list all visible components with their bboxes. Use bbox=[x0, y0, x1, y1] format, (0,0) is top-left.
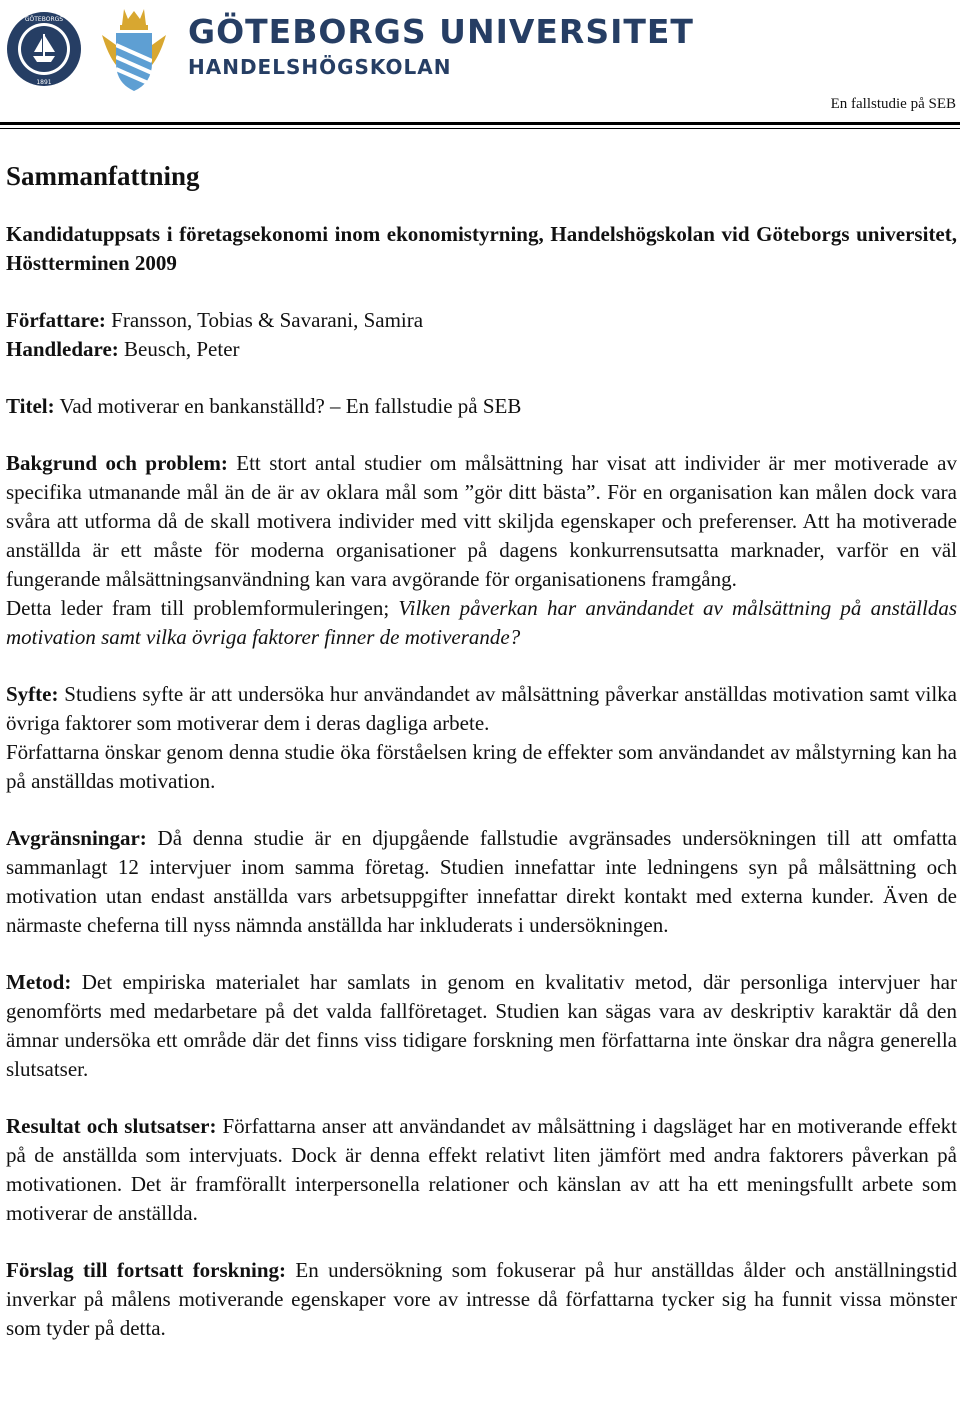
authors-label: Författare: bbox=[6, 308, 106, 332]
bakgrund-paragraph bbox=[6, 449, 957, 594]
metod-text: Det empiriska materialet har samlats in genom en kvalitativ metod, där personliga intervjuer har genomförts med medarbetare på det valda fallföretaget. Studien kan sägas vara av deskriptiv karaktär då den ämnar undersöka ett område där det finns viss tidigare forskning men författarna inte önskar dra några generella slutsatser. bbox=[6, 970, 957, 1081]
header-rule-thick bbox=[0, 122, 960, 125]
avgransningar-text: Då denna studie är en djupgående fallstudie avgränsades undersökningen till att omfatta sammanlagt 12 intervjuer inom samma företag. Studien innefattar inte ledningens syn på målsättning och motivation utan endast anställda vars arbetsuppgifter innefattar direkt kontakt med externa kunder. Även de närmaste cheferna till nyss nämnda anställda har inkluderats i undersökningen. bbox=[6, 826, 957, 937]
bakgrund-text: Ett stort antal studier om målsättning har visat att individer är mer motiverade av specifika utmanande mål än de är av oklara mål som ”gör ditt bästa”. För en organisation kan målen dock vara svåra att utforma då de skall motivera individer med vitt skiljda egenskaper och preferenser. Att ha motiverade anställda är ett måste för moderna organisationer på dagens konkurrensutsatta marknader, varför en väl fungerande målsättningsanvändning kan vara avgörande för organisationens framgång. bbox=[6, 451, 957, 591]
forslag-text: En undersökning som fokuserar på hur anställdas ålder och anställningstid inverkar på målens motiverande egenskaper vore av intresse då författarna tycker sig ha funnit vissa mönster som tyder på detta. bbox=[6, 1258, 957, 1340]
forslag-paragraph bbox=[6, 1256, 957, 1343]
university-wordmark bbox=[188, 14, 694, 82]
forslag-label: Förslag till fortsatt forskning: bbox=[6, 1258, 287, 1282]
page-title: Sammanfattning bbox=[6, 161, 200, 191]
problem-question: Vilken påverkan har användandet av målsättning på anställdas motivation samt vilka övriga faktorer finner de motiverande? bbox=[6, 596, 957, 649]
resultat-text: Författarna anser att användandet av målsättning i dagsläget har en motiverande effekt på de anställda som intervjuats. Dock är denna effekt relativt liten jämfört med andra faktorers påverkan på motivationen. Det är framförallt interpersonella relationer och känslan av att ha ett meningsfullt arbete som motiverar de anställda. bbox=[6, 1114, 958, 1225]
syfte-text: Studiens syfte är att undersöka hur användandet av målsättning påverkar anställdas motivation samt vilka övriga faktorer som motiverar dem i deras dagliga arbete. bbox=[6, 682, 957, 735]
resultat-label: Resultat och slutsatser: bbox=[6, 1114, 217, 1138]
supervisor-line bbox=[6, 335, 957, 364]
problem-paragraph bbox=[6, 594, 957, 652]
titel-value: Vad motiverar en bankanställd? – En fallstudie på SEB bbox=[54, 394, 522, 418]
coat-of-arms-logo bbox=[98, 5, 170, 93]
university-seal-logo bbox=[5, 8, 83, 90]
authors-value: Fransson, Tobias & Savarani, Samira bbox=[105, 308, 424, 332]
titel-line bbox=[6, 392, 957, 421]
titel-label: Titel: bbox=[6, 394, 55, 418]
avgransningar-label: Avgränsningar: bbox=[6, 826, 147, 850]
seal-lettering: GÖTEBORGS bbox=[24, 16, 64, 23]
syfte-paragraph bbox=[6, 680, 957, 738]
supervisor-label: Handledare: bbox=[6, 337, 119, 361]
syfte-label: Syfte: bbox=[6, 682, 59, 706]
problem-intro: Detta leder fram till problemformuleringen; bbox=[6, 596, 399, 620]
authors-line bbox=[6, 306, 957, 335]
document-body bbox=[6, 158, 957, 1343]
supervisor-value: Beusch, Peter bbox=[118, 337, 240, 361]
seal-year: 1891 bbox=[36, 79, 52, 86]
resultat-paragraph bbox=[6, 1112, 957, 1228]
page-header bbox=[0, 0, 960, 130]
running-head: En fallstudie på SEB bbox=[830, 96, 956, 112]
bakgrund-label: Bakgrund och problem: bbox=[6, 451, 228, 475]
metod-label: Metod: bbox=[6, 970, 72, 994]
thesis-info: Kandidatuppsats i företagsekonomi inom ekonomistyrning, Handelshögskolan vid Göteborgs universitet, Höstterminen 2009 bbox=[6, 222, 957, 275]
header-rule-thin bbox=[0, 128, 960, 129]
school-name: HANDELSHÖGSKOLAN bbox=[188, 55, 452, 79]
university-name: GÖTEBORGS UNIVERSITET bbox=[188, 12, 694, 51]
metod-paragraph bbox=[6, 968, 957, 1084]
syfte-paragraph-2: Författarna önskar genom denna studie öka förståelsen kring de effekter som användandet av målstyrning kan ha på anställdas motivation. bbox=[6, 740, 957, 793]
avgransningar-paragraph bbox=[6, 824, 957, 940]
